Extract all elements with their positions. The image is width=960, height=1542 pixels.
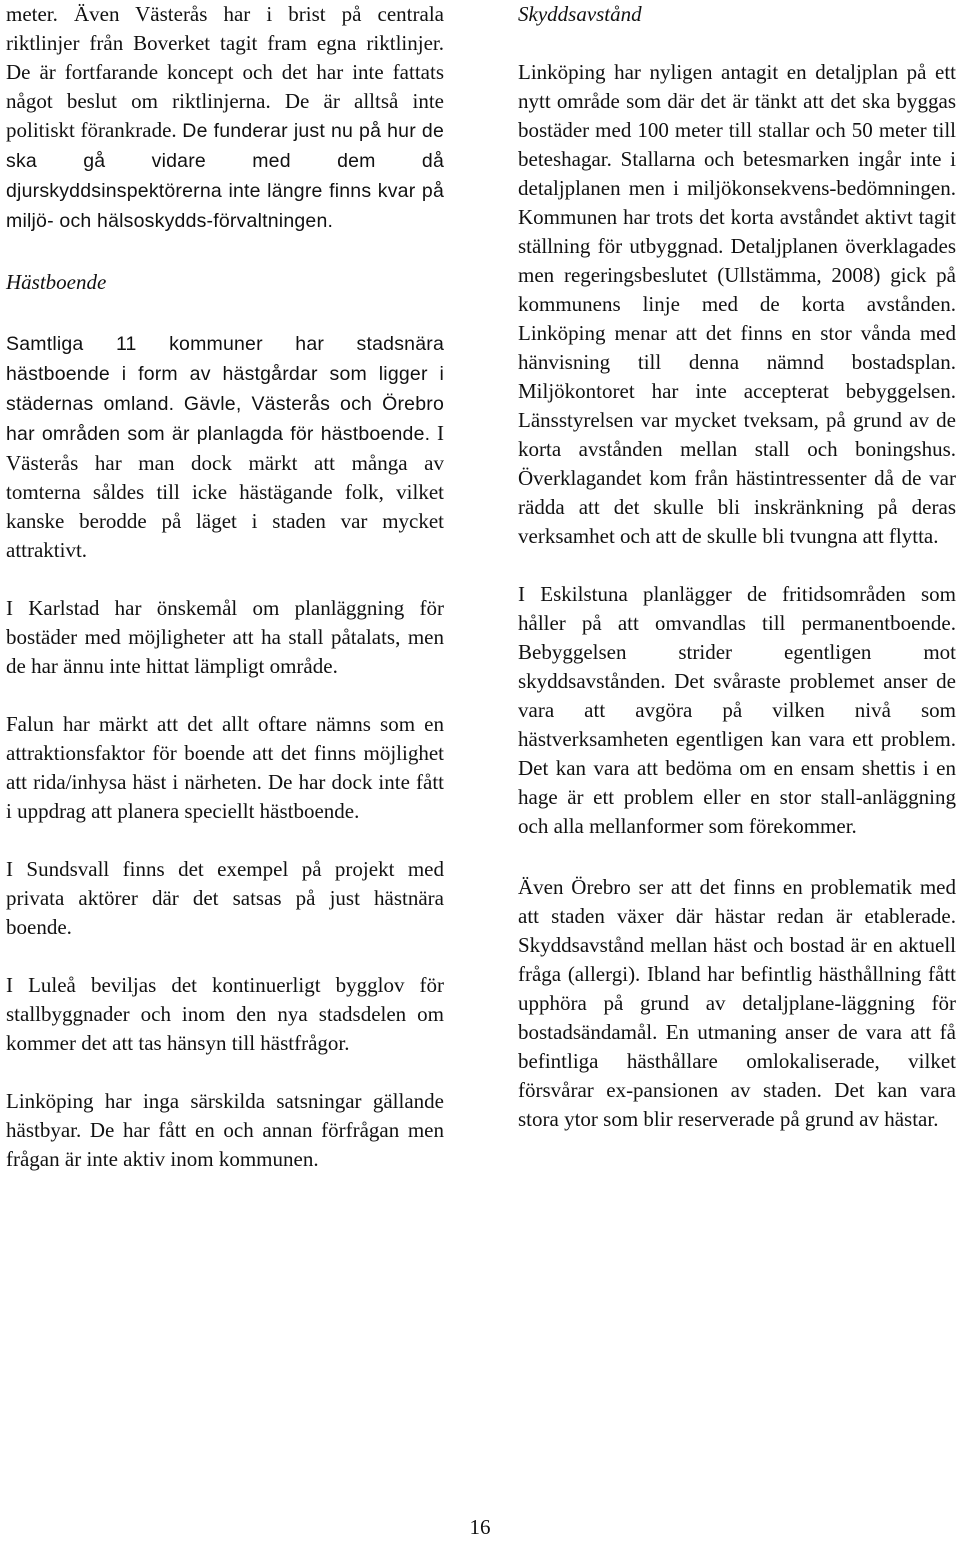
paragraph-karlstad: I Karlstad har önskemål om planläggning för bostäder med möjligheter att ha stall påtalats, men de har ännu inte hittat lämpligt område. bbox=[6, 596, 444, 678]
paragraph-eskilstuna: I Eskilstuna planlägger de fritidsområden som håller på att omvandlas till permanentboende. Bebyggelsen strider egentligen mot skyddsavstånden. Det svåraste problemet anser de vara att avgöra på vilken nivå som hästverksamheten egentligen kan vara ett problem. Det kan vara att bedöma om en ensam shettis i en hage är ett problem eller en stor stall-anläggning och alla mellanformer som förekommer. bbox=[518, 582, 956, 838]
paragraph-intro bbox=[6, 0, 444, 236]
paragraph-gavle-sans: Gävle, Västerås och Örebro har områden som är planlagda för hästboende. bbox=[6, 393, 444, 445]
paragraph-sundsvall: I Sundsvall finns det exempel på projekt med privata aktörer där det satsas på just hästnära boende. bbox=[6, 857, 444, 939]
right-column bbox=[518, 0, 956, 1134]
left-column bbox=[6, 0, 444, 1174]
paragraph-samtliga-sans: Samtliga 11 kommuner har stadsnära hästboende i form av hästgårdar som ligger i städernas omland. bbox=[6, 333, 444, 415]
paragraph-samtliga bbox=[6, 329, 444, 565]
paragraph-orebro: Även Örebro ser att det finns en problematik med att staden växer där hästar redan är etablerade. Skyddsavstånd mellan häst och bostad är en aktuell fråga (allergi). Ibland har befintlig hästhållning fått upphöra på grund av detaljplane-läggning för bostadsändamål. En utmaning anser de vara att få befintliga hästhållare omlokaliserade, vilket försvårar ex-pansionen av staden. Det kan vara stora ytor som blir reserverade på grund av hästar. bbox=[518, 875, 956, 1131]
paragraph-linkoping-detaljplan: Linköping har nyligen antagit en detaljplan på ett nytt område som där det är tänkt att det ska byggas bostäder med 100 meter till stallar och 50 meter till beteshagar. Stallarna och betesmarken ingår inte i detaljplanen men i miljökonsekvens-bedömningen. Kommunen har trots det korta avståndet aktivt tagit ställning för utbyggnad. Detaljplanen överklagades men regeringsbeslutet (Ullstämma, 2008) gick på kommunens linje med de korta avstånden. Linköping menar att det finns en stor vånda med hänvisning till denna nämnd bostadsplan. Miljökontoret har inte accepterat bebyggelsen. Länsstyrelsen var mycket tveksam, på grund av de korta avstånden mellan stall och boningshus. Överklagandet kom från hästintressenter då de var rädda att det skulle bli inskränkning på deras verksamhet och att de skulle bli tvungna att flytta. bbox=[518, 60, 956, 548]
paragraph-intro-sans: De funderar just nu på hur de ska gå vidare med dem då djurskyddsinspektörerna inte längre finns kvar på miljö- och hälsoskydds-förvaltningen. bbox=[6, 120, 444, 232]
paragraph-vasteras-serif: I Västerås har man dock märkt att många av tomterna såldes till icke hästägande folk, vilket kanske berodde på läget i staden var mycket attraktivt. bbox=[6, 421, 445, 562]
page-number: 16 bbox=[469, 1515, 491, 1539]
paragraph-linkoping: Linköping har inga särskilda satsningar gällande hästbyar. De har fått en och annan förfrågan men frågan är inte aktiv inom kommunen. bbox=[6, 1089, 444, 1171]
section-heading-hastboende: Hästboende bbox=[6, 270, 107, 294]
paragraph-lulea: I Luleå beviljas det kontinuerligt bygglov för stallbyggnader och inom den nya stadsdelen om kommer det att tas hänsyn till hästfrågor. bbox=[6, 973, 444, 1055]
paragraph-intro-serif: meter. Även Västerås har i brist på centrala riktlinjer från Boverket tagit fram egna riktlinjer. De är fortfarande koncept och det har inte fattats något beslut om riktlinjerna. De är alltså inte politiskt förankrade. bbox=[6, 2, 444, 142]
paragraph-falun: Falun har märkt att det allt oftare nämns som en attraktionsfaktor för boende att det finns möjlighet att rida/inhysa häst i närheten. De har dock inte fått i uppdrag att planera speciellt hästboende. bbox=[6, 712, 444, 823]
section-heading-skyddsavstand: Skyddsavstånd bbox=[518, 2, 642, 26]
